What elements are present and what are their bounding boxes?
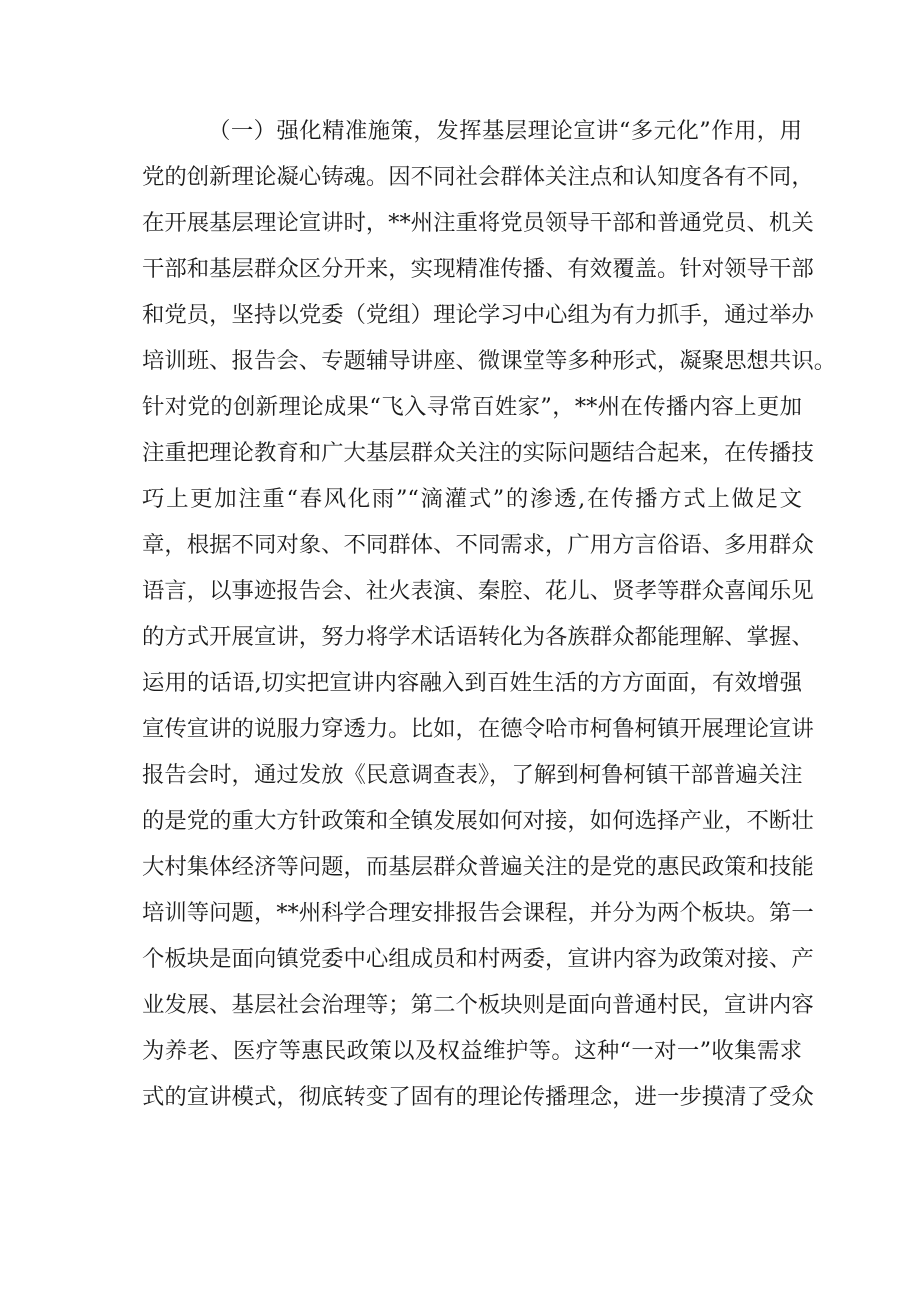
paragraph-line: 宣传宣讲的说服力穿透力。比如，在德令哈市柯鲁柯镇开展理论宣讲 bbox=[142, 716, 814, 742]
paragraph-line: 的方式开展宣讲，努力将学术话语转化为各族群众都能理解、掌握、 bbox=[142, 624, 814, 650]
paragraph-line: 运用的话语,切实把宣讲内容融入到百姓生活的方方面面，有效增强 bbox=[142, 670, 802, 696]
paragraph-line: 在开展基层理论宣讲时，**州注重将党员领导干部和普通党员、机关 bbox=[142, 210, 814, 236]
paragraph-line: 党的创新理论凝心铸魂。因不同社会群体关注点和认知度各有不同， bbox=[142, 164, 814, 190]
paragraph-line: 章，根据不同对象、不同群体、不同需求，广用方言俗语、多用群众 bbox=[142, 532, 814, 558]
paragraph-line: 为养老、医疗等惠民政策以及权益维护等。这种“一对一”收集需求 bbox=[142, 1038, 802, 1064]
paragraph-line: （一）强化精准施策，发挥基层理论宣讲“多元化”作用，用 bbox=[208, 118, 802, 144]
paragraph-line: 的是党的重大方针政策和全镇发展如何对接，如何选择产业，不断壮 bbox=[142, 808, 814, 834]
paragraph-line: 式的宣讲模式，彻底转变了固有的理论传播理念，进一步摸清了受众 bbox=[142, 1084, 814, 1110]
paragraph-line: 培训班、报告会、专题辅导讲座、微课堂等多种形式，凝聚思想共识。 bbox=[142, 348, 837, 374]
paragraph-line: 干部和基层群众区分开来，实现精准传播、有效覆盖。针对领导干部 bbox=[142, 256, 814, 282]
paragraph-line: 巧上更加注重“春风化雨”“滴灌式”的渗透,在传播方式上做足文 bbox=[142, 486, 802, 512]
paragraph-line: 大村集体经济等问题，而基层群众普遍关注的是党的惠民政策和技能 bbox=[142, 854, 814, 880]
paragraph-line: 业发展、基层社会治理等；第二个板块则是面向普通村民，宣讲内容 bbox=[142, 992, 814, 1018]
paragraph-line: 培训等问题，**州科学合理安排报告会课程，并分为两个板块。第一 bbox=[142, 900, 814, 926]
paragraph-line: 针对党的创新理论成果“飞入寻常百姓家”，**州在传播内容上更加 bbox=[142, 394, 802, 420]
paragraph-line: 语言，以事迹报告会、社火表演、秦腔、花儿、贤孝等群众喜闻乐见 bbox=[142, 578, 814, 604]
paragraph-line: 报告会时，通过发放《民意调查表》，了解到柯鲁柯镇干部普遍关注 bbox=[142, 762, 803, 788]
paragraph-line: 注重把理论教育和广大基层群众关注的实际问题结合起来，在传播技 bbox=[142, 440, 814, 466]
body-paragraph bbox=[142, 108, 837, 1120]
paragraph-line: 和党员，坚持以党委（党组）理论学习中心组为有力抓手，通过举办 bbox=[142, 302, 814, 328]
paragraph-line: 个板块是面向镇党委中心组成员和村两委，宣讲内容为政策对接、产 bbox=[142, 946, 814, 972]
